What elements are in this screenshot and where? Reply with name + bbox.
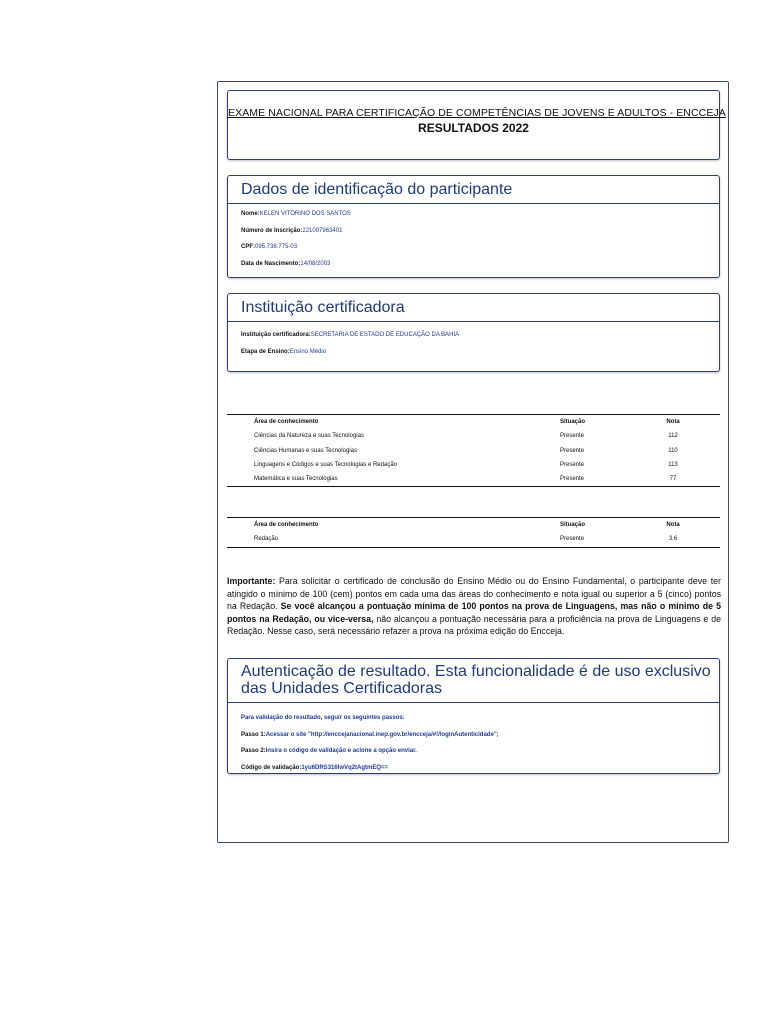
essay-table	[227, 517, 720, 548]
table-header-row: Área de conhecimento Situação Nota	[254, 522, 680, 528]
cpf-field: CPF:095.738.775-03	[241, 244, 298, 250]
result-document	[217, 81, 729, 843]
table-row: Matemática e suas Tecnologias Presente 77	[254, 476, 677, 483]
institution-value: SECRETARIA DE ESTADO DE EDUCAÇÃO DA BAHIA	[310, 332, 460, 338]
auth-intro: Para validação do resultado, seguir os seguintes passos:	[241, 715, 405, 721]
name-value: KELEN VITORINO DOS SANTOS	[259, 211, 351, 217]
name-field: Nome:KELEN VITORINO DOS SANTOS	[241, 211, 351, 217]
notice-bold-text: Se você alcançou a pontuação mínima de 100 pontos na prova de Linguagens, mas não o mínimo de 5 pontos na Redação, ou vice-versa,	[227, 601, 721, 624]
institution-field: Instituição certificadora:SECRETARIA DE ESTADO DE EDUCAÇÃO DA BAHIA	[241, 332, 460, 338]
table-row: Linguagens e Códigos e suas Tecnologias e Redação Presente 113	[254, 461, 678, 468]
participant-title: Dados de identificação do participante	[228, 176, 719, 204]
table-row: Ciências Humanas e suas Tecnologias Presente 110	[254, 447, 678, 454]
validation-code-value: 1yu6DRS316lwVq2tAgtmEQ==	[301, 764, 389, 771]
table-row: Redação Presente 3.6	[254, 536, 678, 543]
authentication-title: Autenticação de resultado. Esta funcionalidade é de uso exclusivo das Unidades Certificadoras	[228, 659, 719, 703]
stage-value: Ensino Médio	[289, 348, 327, 355]
important-notice: Importante: Para solicitar o certificado de conclusão do Ensino Médio ou do Ensino Fundamental, o participante deve ter atingido o mínimo de 100 (cem) pontos em cada uma das áreas do conhecimento e nota igual ou superior a 5 (cinco) pontos na Redação. Se você alcançou a pontuação mínima de 100 pontos na prova de Linguagens, mas não o mínimo de 5 pontos na Redação, ou vice-versa, não alcançou a pontuação necessária para a proficiência na prova de Linguagens e de Redação. Nesse caso, será necessário refazer a prova na próxima edição do Encceja.	[227, 576, 721, 637]
step1-value: Acessar o site "http://enccejanacional.inep.gov.br/encceja/#!/loginAutenticidade";	[265, 731, 499, 738]
step2-value: Insira o código de validação e acione a opção enviar.	[265, 748, 417, 754]
notice-label: Importante:	[227, 576, 276, 586]
participant-section	[227, 175, 720, 278]
cpf-value: 095.738.775-03	[255, 244, 298, 250]
registration-field: Número de Inscrição:221097963401	[241, 227, 343, 234]
header-box	[227, 90, 726, 160]
step1-field: Passo 1:Acessar o site "http://enccejanacional.inep.gov.br/encceja/#!/loginAutenticidade";	[241, 731, 499, 738]
table-header-row: Área de conhecimento Situação Nota	[254, 419, 680, 425]
authentication-section	[227, 658, 720, 774]
results-table	[227, 414, 720, 487]
registration-value: 221097963401	[302, 227, 343, 234]
birthdate-value: 14/08/2003	[300, 260, 331, 267]
validation-code-field: Código de validação:1yu6DRS316lwVq2tAgtmEQ==	[241, 764, 389, 771]
stage-field: Etapa de Ensino:Ensino Médio	[241, 348, 327, 355]
results-year: RESULTADOS 2022	[418, 121, 529, 135]
table-row: Ciências da Natureza e suas Tecnologias Presente 112	[254, 433, 678, 440]
institution-title: Instituição certificadora	[228, 294, 719, 322]
exam-title: EXAME NACIONAL PARA CERTIFICAÇÃO DE COMPETÊNCIAS DE JOVENS E ADULTOS - ENCCEJA	[228, 107, 726, 119]
step2-field: Passo 2:Insira o código de validação e acione a opção enviar.	[241, 748, 417, 754]
birthdate-field: Data de Nascimento:14/08/2003	[241, 260, 331, 267]
institution-section	[227, 293, 720, 372]
